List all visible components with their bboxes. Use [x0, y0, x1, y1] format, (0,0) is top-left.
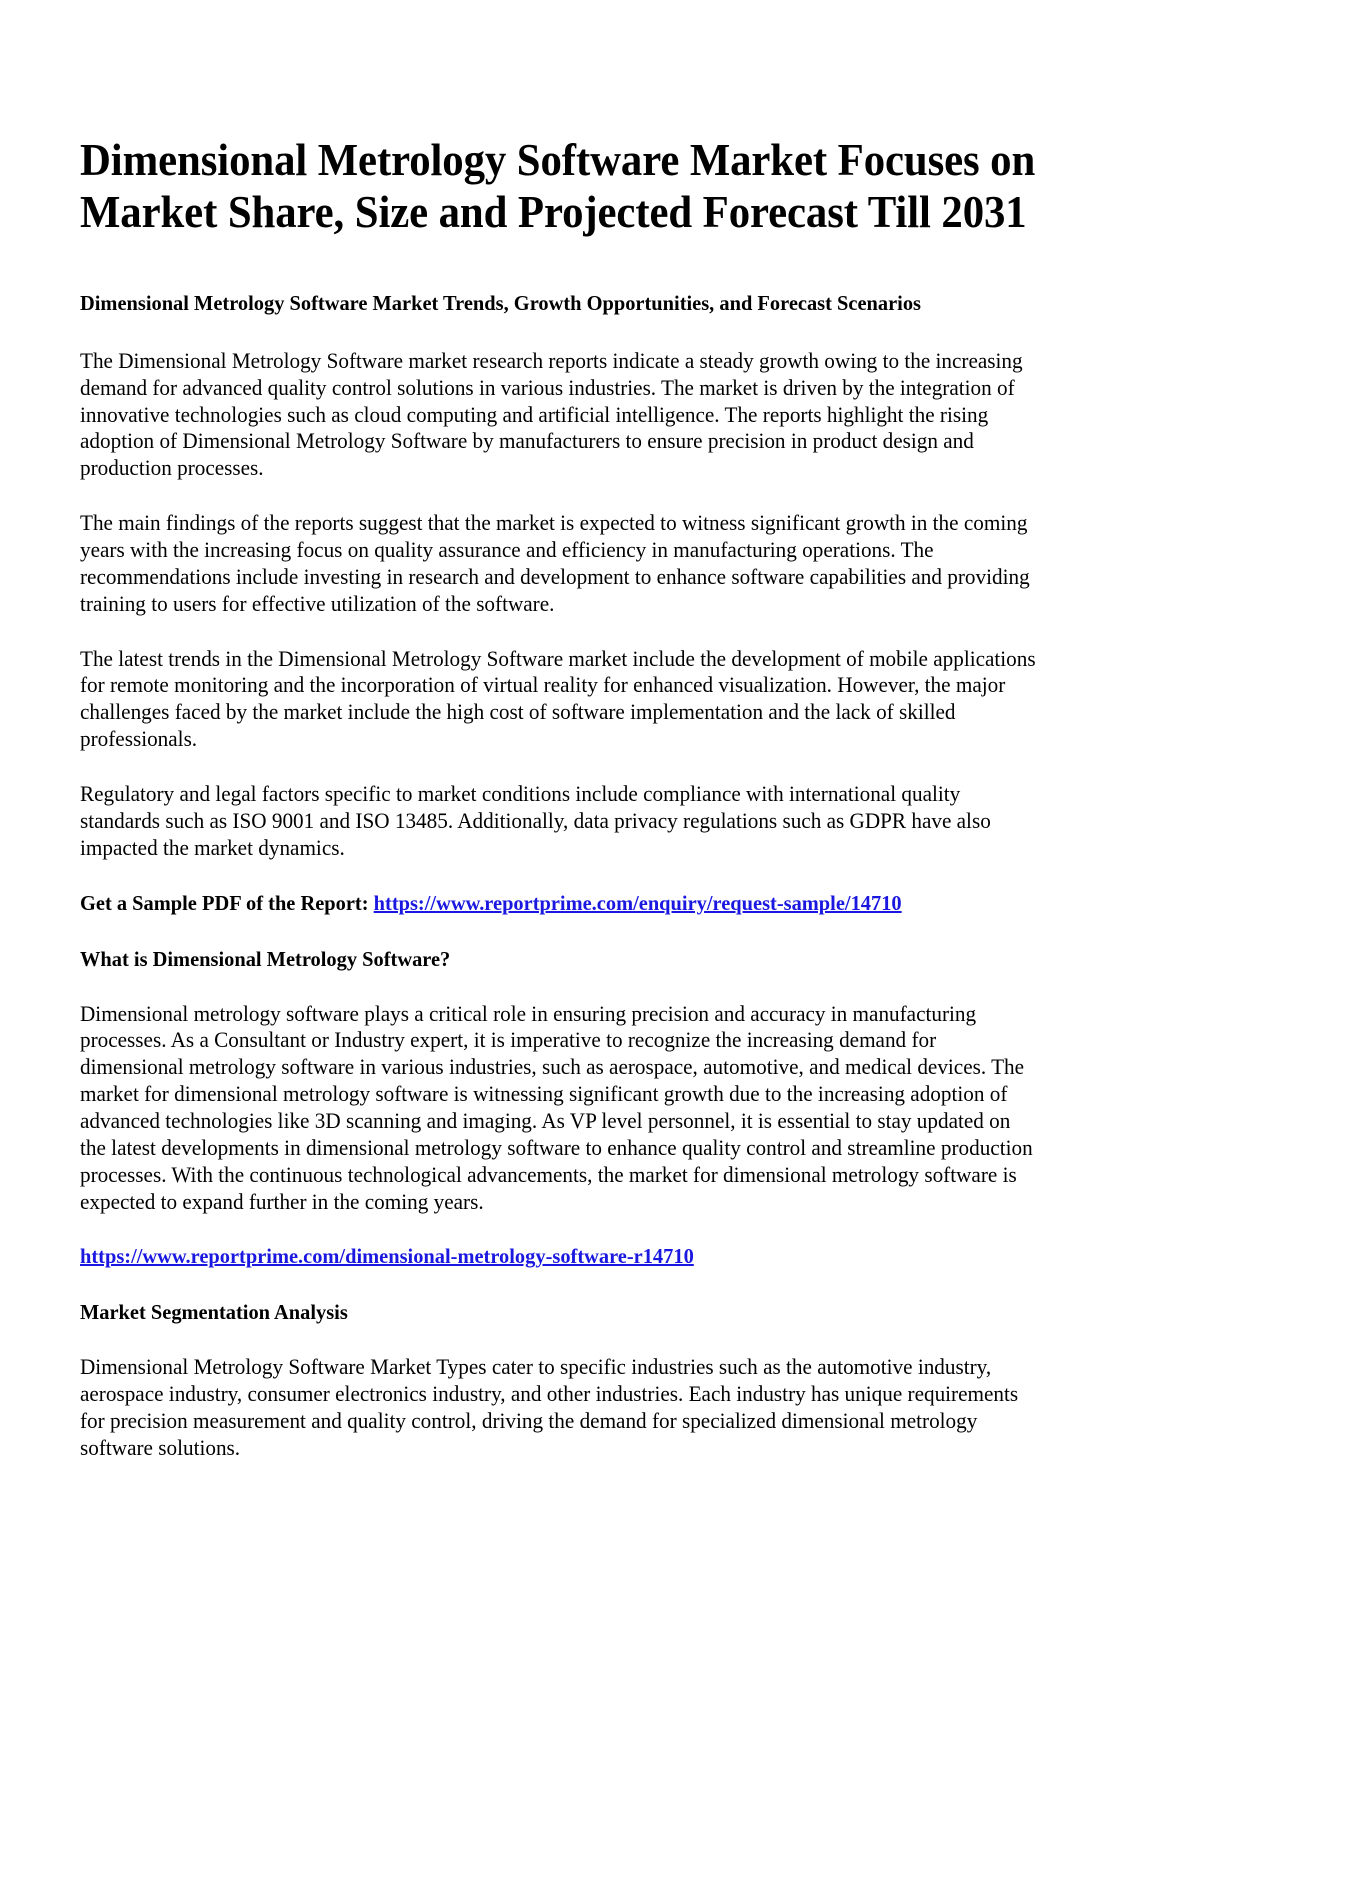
spacer — [80, 1215, 1038, 1243]
report-link-line — [80, 1243, 1038, 1271]
report-page-link[interactable]: https://www.reportprime.com/dimensional-metrology-software-r14710 — [80, 1244, 694, 1269]
heading-market-segmentation: Market Segmentation Analysis — [80, 1300, 348, 1325]
sample-pdf-link[interactable]: https://www.reportprime.com/enquiry/request-sample/14710 — [373, 890, 902, 915]
paragraph-regulatory-factors: Regulatory and legal factors specific to market conditions include compliance with international quality standards such as ISO 9001 and ISO 13485. Additionally, data privacy regulations such as GDPR have also impacted the market dynamics. — [80, 781, 991, 860]
spacer — [80, 618, 1038, 646]
sample-pdf-line — [80, 890, 1038, 918]
paragraph-latest-trends: The latest trends in the Dimensional Metrology Software market include the development of mobile applications for remote monitoring and the incorporation of virtual reality for enhanced visualization. However, the major challenges faced by the market include the high cost of software implementation and the lack of skilled professionals. — [80, 645, 1036, 752]
spacer — [80, 862, 1038, 890]
subtitle-heading: Dimensional Metrology Software Market Trends, Growth Opportunities, and Forecast Scenarios — [80, 290, 921, 315]
spacer — [80, 1327, 1038, 1354]
spacer — [80, 753, 1038, 781]
page-title: Dimensional Metrology Software Market Focuses on Market Share, Size and Projected Forecast Till 2031 — [80, 134, 1036, 237]
spacer — [80, 318, 1038, 348]
heading-what-is: What is Dimensional Metrology Software? — [80, 946, 451, 971]
paragraph-segmentation-body: Dimensional Metrology Software Market Types cater to specific industries such as the automotive industry, aerospace industry, consumer electronics industry, and other industries. Each industry has unique requirements for precision measurement and quality control, driving the demand for specialized dimensional metrology software solutions. — [80, 1354, 1019, 1460]
spacer — [80, 1271, 1038, 1299]
paragraph-main-findings: The main findings of the reports suggest that the market is expected to witness significant growth in the coming years with the increasing focus on quality assurance and efficiency in manufacturing operations. The recommendations include investing in research and development to enhance software capabilities and providing training to users for effective utilization of the software. — [80, 510, 1030, 616]
spacer — [80, 238, 1038, 290]
spacer — [80, 918, 1038, 946]
sample-pdf-label: Get a Sample PDF of the Report: — [80, 890, 369, 915]
paragraph-market-overview: The Dimensional Metrology Software market research reports indicate a steady growth owing to the increasing demand for advanced quality control solutions in various industries. The market is driven by the integration of innovative technologies such as cloud computing and artificial intelligence. The reports highlight the rising adoption of Dimensional Metrology Software by manufacturers to ensure precision in product design and production processes. — [80, 347, 1023, 481]
spacer — [80, 482, 1038, 510]
document-content — [80, 134, 1038, 1462]
spacer — [80, 974, 1038, 1001]
paragraph-what-is-body: Dimensional metrology software plays a critical role in ensuring precision and accuracy in manufacturing processes. As a Consultant or Industry expert, it is imperative to recognize the increasing demand for dimensional metrology software in various industries, such as aerospace, automotive, and medical devices. The market for dimensional metrology software is witnessing significant growth due to the increasing adoption of advanced technologies like 3D scanning and imaging. As VP level personnel, it is essential to stay updated on the latest developments in dimensional metrology software to enhance quality control and streamline production processes. With the continuous technological advancements, the market for dimensional metrology software is expected to expand further in the coming years. — [80, 1000, 1033, 1214]
